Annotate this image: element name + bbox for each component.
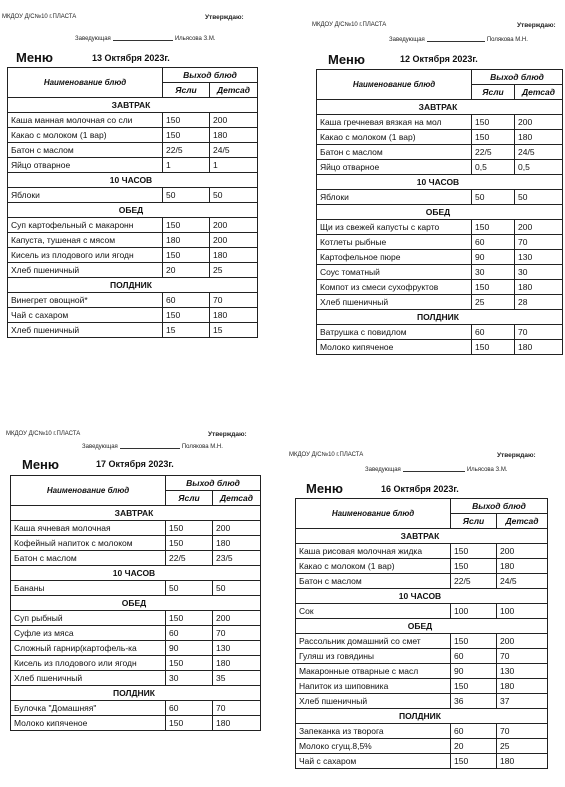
- dish-name: Какао с молоком (1 вар): [317, 130, 472, 145]
- portion-kindergarten: 50: [210, 188, 258, 203]
- portion-nursery: 150: [166, 521, 213, 536]
- column-header-nursery: Ясли: [163, 83, 210, 98]
- dish-row: [8, 218, 258, 233]
- portion-kindergarten: 70: [213, 626, 261, 641]
- menu-table: [7, 67, 258, 338]
- dish-name: Молоко кипяченое: [317, 340, 472, 355]
- menu-date: 17 Октября 2023г.: [96, 459, 174, 469]
- portion-kindergarten: 200: [497, 634, 548, 649]
- dish-row: [296, 574, 548, 589]
- portion-nursery: 60: [166, 701, 213, 716]
- portion-kindergarten: 130: [213, 641, 261, 656]
- meal-section-row: [11, 596, 261, 611]
- menu-title: Меню: [16, 50, 54, 65]
- portion-kindergarten: 1: [210, 158, 258, 173]
- menu-sheet-oct-17: [0, 415, 285, 787]
- dish-row: [8, 248, 258, 263]
- signature-line: [120, 448, 180, 449]
- dish-row: [317, 250, 563, 265]
- dish-row: [11, 536, 261, 551]
- portion-kindergarten: 130: [497, 664, 548, 679]
- table-header-row: [317, 70, 563, 85]
- meal-section-title: ОБЕД: [8, 203, 258, 218]
- dish-row: [11, 521, 261, 536]
- dish-row: [296, 724, 548, 739]
- dish-name: Сок: [296, 604, 451, 619]
- meal-section-title: ПОЛДНИК: [296, 709, 548, 724]
- portion-nursery: 150: [166, 536, 213, 551]
- dish-name: Бананы: [11, 581, 166, 596]
- column-header-output: Выход блюд: [451, 499, 548, 514]
- dish-row: [296, 679, 548, 694]
- meal-section-title: 10 ЧАСОВ: [8, 173, 258, 188]
- portion-kindergarten: 200: [515, 115, 563, 130]
- portion-nursery: 150: [451, 544, 497, 559]
- portion-kindergarten: 50: [515, 190, 563, 205]
- dish-name: Винегрет овощной*: [8, 293, 163, 308]
- portion-kindergarten: 25: [497, 739, 548, 754]
- portion-kindergarten: 70: [497, 724, 548, 739]
- meal-section-title: ОБЕД: [11, 596, 261, 611]
- dish-row: [11, 671, 261, 686]
- portion-nursery: 60: [472, 325, 515, 340]
- portion-nursery: 180: [163, 233, 210, 248]
- menu-sheet-oct-16: [285, 425, 565, 787]
- column-header-kindergarten: Детсад: [515, 85, 563, 100]
- dish-name: Каша манная молочная со сли: [8, 113, 163, 128]
- dish-row: [11, 551, 261, 566]
- portion-nursery: 150: [472, 130, 515, 145]
- portion-kindergarten: 200: [210, 113, 258, 128]
- portion-nursery: 150: [472, 280, 515, 295]
- portion-kindergarten: 180: [497, 559, 548, 574]
- portion-nursery: 150: [451, 679, 497, 694]
- dish-name: Макаронные отварные с масл: [296, 664, 451, 679]
- column-header-kindergarten: Детсад: [210, 83, 258, 98]
- dish-row: [11, 656, 261, 671]
- dish-row: [8, 233, 258, 248]
- manager-name: Полякова М.Н.: [486, 37, 528, 43]
- portion-kindergarten: 28: [515, 295, 563, 310]
- portion-nursery: 100: [451, 604, 497, 619]
- portion-kindergarten: 0,5: [515, 160, 563, 175]
- dish-row: [317, 220, 563, 235]
- portion-kindergarten: 200: [210, 218, 258, 233]
- portion-nursery: 150: [163, 218, 210, 233]
- meal-section-title: ПОЛДНИК: [11, 686, 261, 701]
- meal-section-title: 10 ЧАСОВ: [11, 566, 261, 581]
- portion-kindergarten: 35: [213, 671, 261, 686]
- portion-kindergarten: 70: [515, 235, 563, 250]
- column-header-dish-name: Наименование блюд: [8, 68, 163, 98]
- signature-line: [403, 471, 465, 472]
- manager-signature-row: [82, 444, 223, 450]
- dish-row: [8, 188, 258, 203]
- dish-name: Каша гречневая вязкая на мол: [317, 115, 472, 130]
- menu-sheet-oct-12: [290, 0, 565, 380]
- portion-nursery: 150: [163, 128, 210, 143]
- portion-nursery: 22/5: [166, 551, 213, 566]
- dish-row: [296, 559, 548, 574]
- table-header-row: [11, 476, 261, 491]
- dish-name: Сложный гарнир(картофель-ка: [11, 641, 166, 656]
- dish-name: Батон с маслом: [11, 551, 166, 566]
- meal-section-title: ЗАВТРАК: [8, 98, 258, 113]
- portion-kindergarten: 37: [497, 694, 548, 709]
- meal-section-row: [296, 589, 548, 604]
- dish-row: [317, 265, 563, 280]
- portion-nursery: 150: [451, 754, 497, 769]
- portion-kindergarten: 15: [210, 323, 258, 338]
- meal-section-title: ЗАВТРАК: [317, 100, 563, 115]
- dish-row: [11, 641, 261, 656]
- org-name: МКДОУ Д/С№10 г.ПЛАСТА: [289, 452, 364, 458]
- menu-date: 13 Октября 2023г.: [92, 53, 170, 63]
- menu-title: Меню: [306, 481, 344, 496]
- portion-nursery: 150: [472, 115, 515, 130]
- table-header-row: [8, 68, 258, 83]
- portion-kindergarten: 180: [515, 130, 563, 145]
- portion-nursery: 150: [166, 611, 213, 626]
- dish-name: Батон с маслом: [296, 574, 451, 589]
- dish-row: [8, 128, 258, 143]
- portion-kindergarten: 200: [210, 233, 258, 248]
- dish-row: [11, 611, 261, 626]
- portion-kindergarten: 200: [497, 544, 548, 559]
- dish-name: Хлеб пшеничный: [11, 671, 166, 686]
- column-header-dish-name: Наименование блюд: [317, 70, 472, 100]
- meal-section-title: ЗАВТРАК: [296, 529, 548, 544]
- portion-nursery: 150: [166, 716, 213, 731]
- dish-row: [296, 634, 548, 649]
- portion-nursery: 36: [451, 694, 497, 709]
- manager-name: Ильясова З.М.: [466, 467, 508, 473]
- dish-row: [11, 581, 261, 596]
- dish-name: Яблоки: [8, 188, 163, 203]
- dish-name: Суфле из мяса: [11, 626, 166, 641]
- portion-nursery: 22/5: [472, 145, 515, 160]
- approve-label: Утверждаю:: [517, 22, 556, 29]
- dish-row: [317, 295, 563, 310]
- dish-name: Суп рыбный: [11, 611, 166, 626]
- manager-signature-row: [75, 36, 216, 42]
- portion-kindergarten: 24/5: [497, 574, 548, 589]
- dish-name: Батон с маслом: [317, 145, 472, 160]
- dish-row: [11, 716, 261, 731]
- dish-name: Кофейный напиток с молоком: [11, 536, 166, 551]
- portion-kindergarten: 180: [213, 656, 261, 671]
- portion-nursery: 60: [451, 649, 497, 664]
- dish-row: [296, 604, 548, 619]
- approve-label: Утверждаю:: [497, 452, 536, 459]
- meal-section-title: ОБЕД: [296, 619, 548, 634]
- dish-name: Кисель из плодового или ягодн: [11, 656, 166, 671]
- dish-row: [317, 280, 563, 295]
- portion-nursery: 150: [166, 656, 213, 671]
- meal-section-row: [11, 686, 261, 701]
- portion-kindergarten: 180: [213, 536, 261, 551]
- menu-sheet-oct-13: [0, 0, 285, 380]
- column-header-nursery: Ясли: [472, 85, 515, 100]
- dish-row: [296, 694, 548, 709]
- dish-name: Чай с сахаром: [296, 754, 451, 769]
- portion-kindergarten: 70: [515, 325, 563, 340]
- dish-name: Рассольник домашний со смет: [296, 634, 451, 649]
- meal-section-row: [317, 310, 563, 325]
- portion-nursery: 20: [451, 739, 497, 754]
- portion-nursery: 60: [166, 626, 213, 641]
- portion-kindergarten: 180: [497, 679, 548, 694]
- dish-name: Яйцо отварное: [317, 160, 472, 175]
- dish-name: Какао с молоком (1 вар): [8, 128, 163, 143]
- org-name: МКДОУ Д/С№10 г.ПЛАСТА: [6, 431, 81, 437]
- dish-row: [317, 115, 563, 130]
- menu-table: [295, 498, 548, 769]
- meal-section-row: [296, 709, 548, 724]
- manager-signature-row: [365, 467, 508, 473]
- dish-name: Яйцо отварное: [8, 158, 163, 173]
- dish-name: Запеканка из творога: [296, 724, 451, 739]
- portion-nursery: 150: [472, 220, 515, 235]
- dish-name: Компот из смеси сухофруктов: [317, 280, 472, 295]
- manager-name: Ильясова З.М.: [174, 36, 216, 42]
- portion-nursery: 0,5: [472, 160, 515, 175]
- dish-row: [8, 143, 258, 158]
- portion-kindergarten: 50: [213, 581, 261, 596]
- column-header-output: Выход блюд: [166, 476, 261, 491]
- dish-name: Хлеб пшеничный: [296, 694, 451, 709]
- meal-section-title: 10 ЧАСОВ: [317, 175, 563, 190]
- dish-name: Картофельное пюре: [317, 250, 472, 265]
- dish-name: Чай с сахаром: [8, 308, 163, 323]
- portion-kindergarten: 70: [497, 649, 548, 664]
- portion-kindergarten: 25: [210, 263, 258, 278]
- portion-kindergarten: 70: [213, 701, 261, 716]
- dish-name: Напиток из шиповника: [296, 679, 451, 694]
- manager-label: Заведующая: [82, 444, 118, 450]
- dish-row: [296, 544, 548, 559]
- dish-row: [317, 160, 563, 175]
- meal-section-title: ПОЛДНИК: [8, 278, 258, 293]
- dish-row: [296, 754, 548, 769]
- portion-kindergarten: 70: [210, 293, 258, 308]
- menu-date: 16 Октября 2023г.: [381, 484, 459, 494]
- meal-section-row: [296, 619, 548, 634]
- manager-label: Заведующая: [365, 467, 401, 473]
- portion-kindergarten: 180: [515, 340, 563, 355]
- table-header-row: [296, 499, 548, 514]
- portion-nursery: 15: [163, 323, 210, 338]
- column-header-nursery: Ясли: [451, 514, 497, 529]
- menu-title: Меню: [22, 457, 60, 472]
- portion-kindergarten: 180: [497, 754, 548, 769]
- signature-line: [113, 40, 173, 41]
- dish-row: [296, 649, 548, 664]
- dish-name: Хлеб пшеничный: [317, 295, 472, 310]
- menu-title: Меню: [328, 52, 366, 67]
- dish-name: Какао с молоком (1 вар): [296, 559, 451, 574]
- dish-row: [8, 263, 258, 278]
- manager-name: Полякова М.Н.: [181, 444, 223, 450]
- dish-name: Батон с маслом: [8, 143, 163, 158]
- dish-name: Капуста, тушеная с мясом: [8, 233, 163, 248]
- portion-kindergarten: 200: [515, 220, 563, 235]
- portion-nursery: 60: [163, 293, 210, 308]
- dish-row: [317, 325, 563, 340]
- meal-section-row: [296, 529, 548, 544]
- dish-name: Гуляш из говядины: [296, 649, 451, 664]
- portion-kindergarten: 200: [213, 611, 261, 626]
- dish-row: [296, 664, 548, 679]
- dish-row: [8, 308, 258, 323]
- column-header-dish-name: Наименование блюд: [296, 499, 451, 529]
- column-header-output: Выход блюд: [163, 68, 258, 83]
- portion-kindergarten: 180: [515, 280, 563, 295]
- meal-section-title: ОБЕД: [317, 205, 563, 220]
- menu-table: [316, 69, 563, 355]
- dish-row: [8, 158, 258, 173]
- dish-row: [317, 145, 563, 160]
- manager-label: Заведующая: [389, 37, 425, 43]
- portion-nursery: 50: [472, 190, 515, 205]
- portion-nursery: 22/5: [451, 574, 497, 589]
- portion-kindergarten: 30: [515, 265, 563, 280]
- manager-signature-row: [389, 37, 528, 43]
- signature-line: [427, 41, 485, 42]
- portion-nursery: 90: [472, 250, 515, 265]
- dish-row: [8, 113, 258, 128]
- dish-name: Хлеб пшеничный: [8, 263, 163, 278]
- portion-kindergarten: 130: [515, 250, 563, 265]
- dish-row: [11, 626, 261, 641]
- meal-section-title: ЗАВТРАК: [11, 506, 261, 521]
- dish-name: Котлеты рыбные: [317, 235, 472, 250]
- column-header-dish-name: Наименование блюд: [11, 476, 166, 506]
- org-name: МКДОУ Д/С№10 г.ПЛАСТА: [312, 22, 387, 28]
- meal-section-title: ПОЛДНИК: [317, 310, 563, 325]
- dish-name: Молоко кипяченое: [11, 716, 166, 731]
- portion-nursery: 25: [472, 295, 515, 310]
- column-header-nursery: Ясли: [166, 491, 213, 506]
- dish-name: Соус томатный: [317, 265, 472, 280]
- dish-row: [11, 701, 261, 716]
- dish-name: Щи из свежей капусты с карто: [317, 220, 472, 235]
- meal-section-row: [317, 205, 563, 220]
- portion-nursery: 60: [451, 724, 497, 739]
- portion-kindergarten: 180: [210, 128, 258, 143]
- column-header-kindergarten: Детсад: [497, 514, 548, 529]
- portion-nursery: 90: [166, 641, 213, 656]
- dish-name: Яблоки: [317, 190, 472, 205]
- column-header-output: Выход блюд: [472, 70, 563, 85]
- meal-section-title: 10 ЧАСОВ: [296, 589, 548, 604]
- portion-nursery: 60: [472, 235, 515, 250]
- portion-kindergarten: 23/5: [213, 551, 261, 566]
- portion-nursery: 50: [163, 188, 210, 203]
- dish-name: Молоко сгущ.8,5%: [296, 739, 451, 754]
- dish-name: Хлеб пшеничный: [8, 323, 163, 338]
- dish-row: [8, 323, 258, 338]
- dish-name: Каша ячневая молочная: [11, 521, 166, 536]
- dish-name: Булочка "Домашняя": [11, 701, 166, 716]
- portion-nursery: 150: [451, 559, 497, 574]
- portion-nursery: 150: [163, 248, 210, 263]
- portion-nursery: 30: [472, 265, 515, 280]
- portion-nursery: 50: [166, 581, 213, 596]
- meal-section-row: [317, 100, 563, 115]
- approve-label: Утверждаю:: [205, 14, 244, 21]
- portion-nursery: 20: [163, 263, 210, 278]
- portion-kindergarten: 200: [213, 521, 261, 536]
- dish-name: Ватрушка с повидлом: [317, 325, 472, 340]
- dish-row: [317, 130, 563, 145]
- portion-kindergarten: 100: [497, 604, 548, 619]
- dish-name: Суп картофельный с макаронн: [8, 218, 163, 233]
- menu-table: [10, 475, 261, 731]
- portion-nursery: 150: [451, 634, 497, 649]
- meal-section-row: [8, 203, 258, 218]
- portion-kindergarten: 180: [213, 716, 261, 731]
- portion-kindergarten: 180: [210, 248, 258, 263]
- portion-kindergarten: 24/5: [515, 145, 563, 160]
- portion-nursery: 30: [166, 671, 213, 686]
- portion-kindergarten: 24/5: [210, 143, 258, 158]
- dish-row: [8, 293, 258, 308]
- meal-section-row: [8, 98, 258, 113]
- portion-kindergarten: 180: [210, 308, 258, 323]
- menu-date: 12 Октября 2023г.: [400, 54, 478, 64]
- meal-section-row: [11, 566, 261, 581]
- dish-row: [317, 340, 563, 355]
- dish-row: [317, 235, 563, 250]
- org-name: МКДОУ Д/С№10 г.ПЛАСТА: [2, 14, 77, 20]
- portion-nursery: 1: [163, 158, 210, 173]
- portion-nursery: 150: [163, 113, 210, 128]
- dish-name: Каша рисовая молочная жидка: [296, 544, 451, 559]
- dish-row: [317, 190, 563, 205]
- meal-section-row: [8, 278, 258, 293]
- meal-section-row: [11, 506, 261, 521]
- dish-row: [296, 739, 548, 754]
- manager-label: Заведующая: [75, 36, 111, 42]
- portion-nursery: 22/5: [163, 143, 210, 158]
- dish-name: Кисель из плодового или ягодн: [8, 248, 163, 263]
- portion-nursery: 150: [472, 340, 515, 355]
- portion-nursery: 90: [451, 664, 497, 679]
- meal-section-row: [8, 173, 258, 188]
- portion-nursery: 150: [163, 308, 210, 323]
- approve-label: Утверждаю:: [208, 431, 247, 438]
- column-header-kindergarten: Детсад: [213, 491, 261, 506]
- meal-section-row: [317, 175, 563, 190]
